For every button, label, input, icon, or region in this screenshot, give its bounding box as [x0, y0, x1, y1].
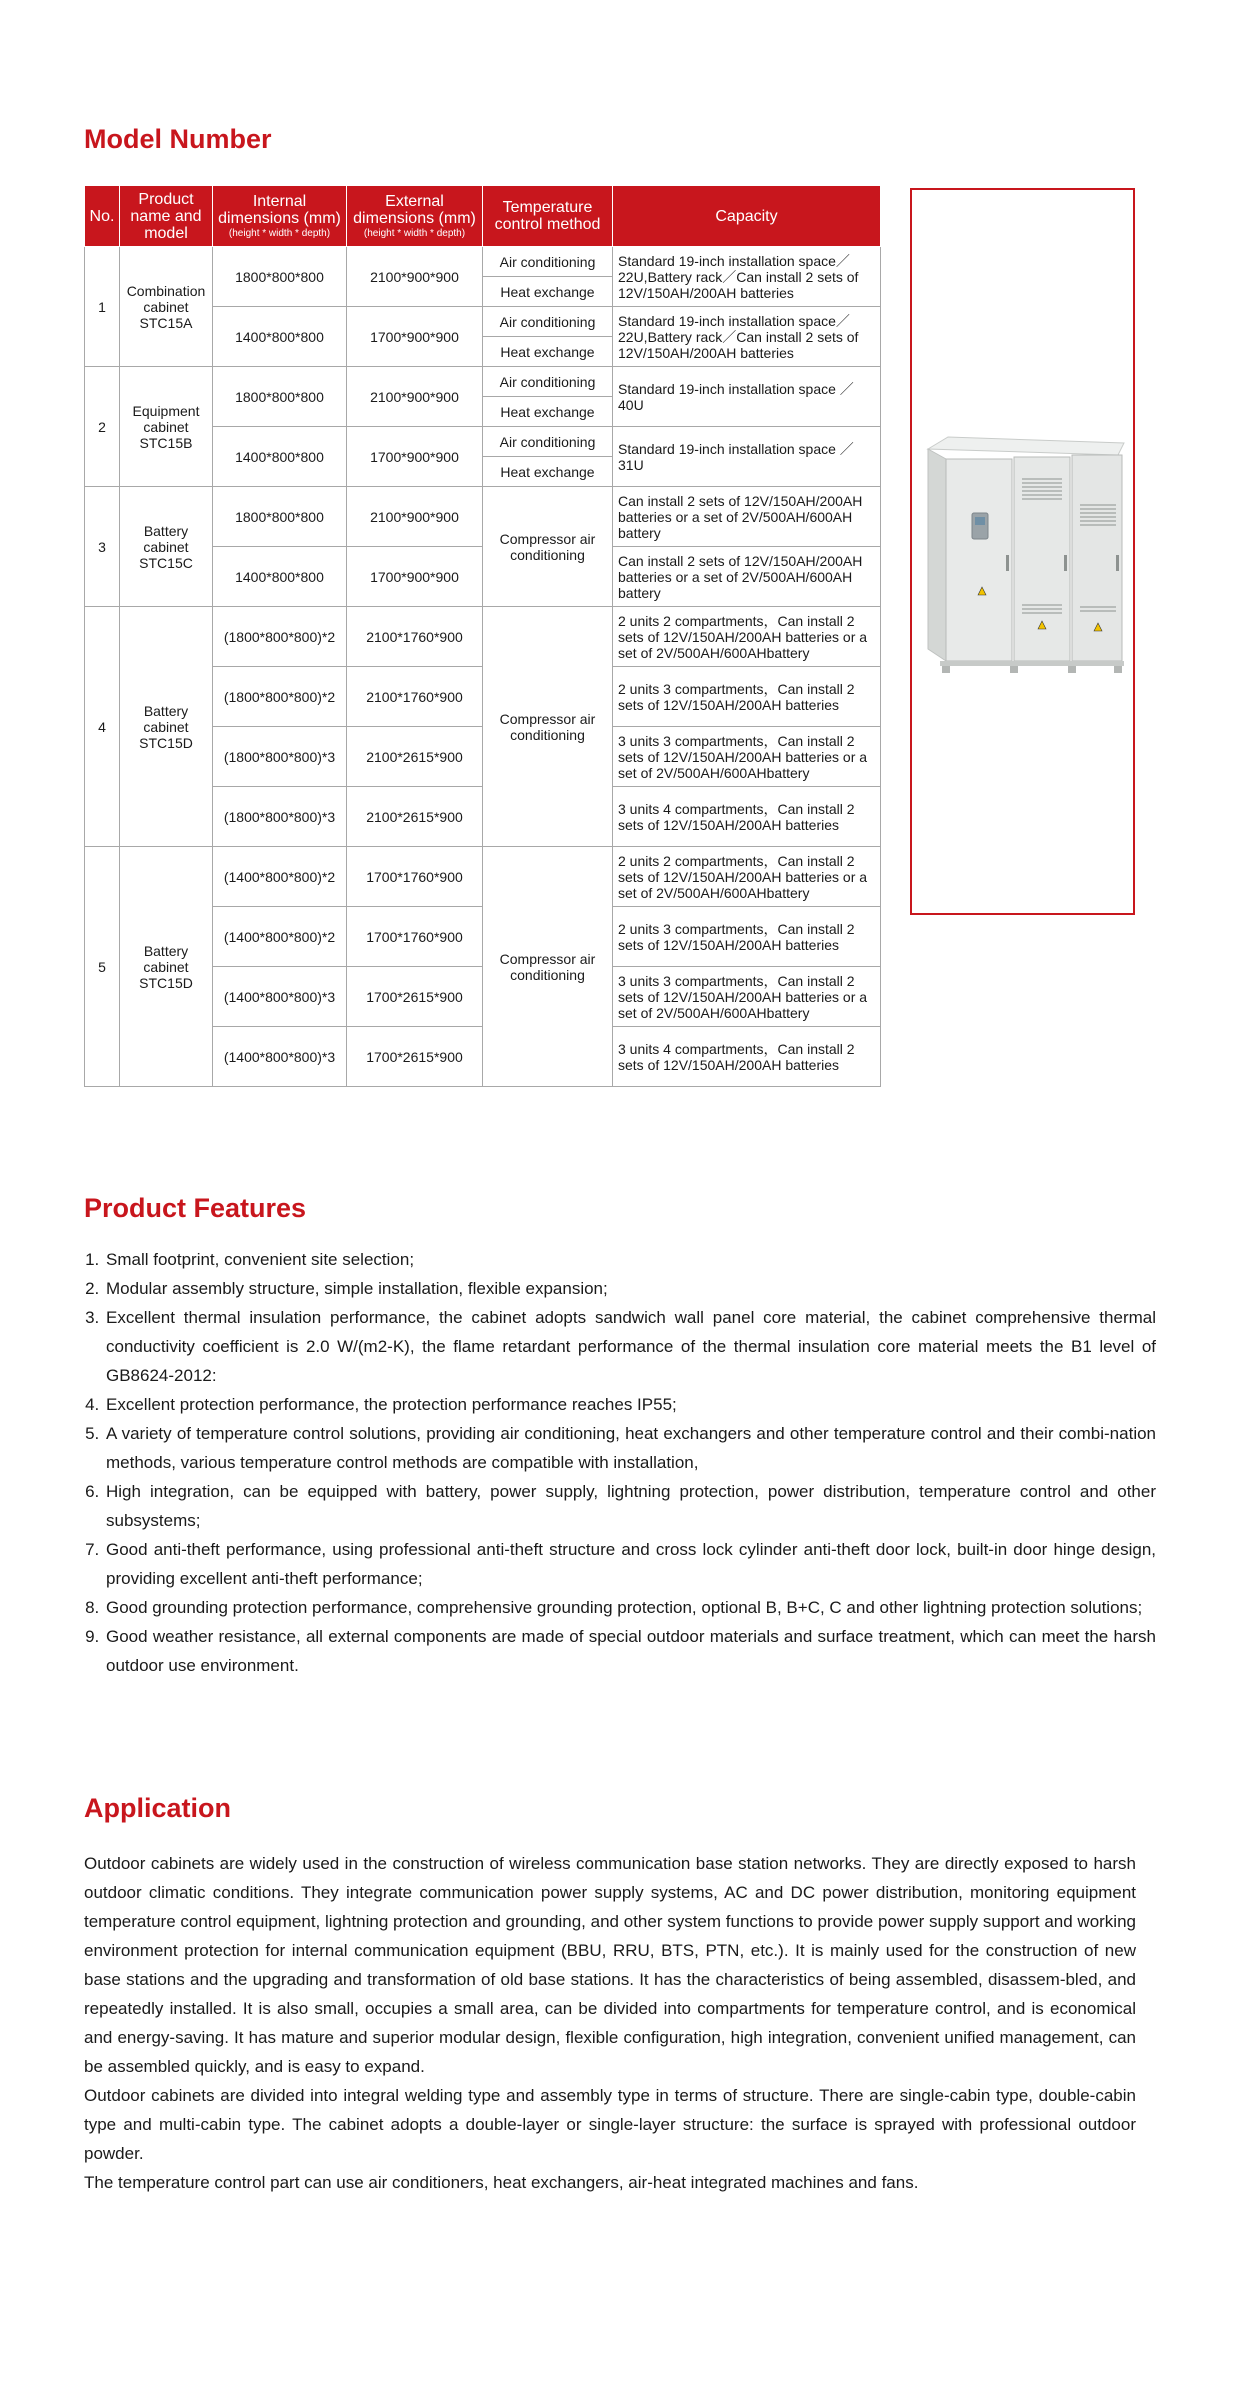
cell-external: 2100*1760*900 — [347, 607, 483, 667]
cell-product-name: Combination cabinet STC15A — [120, 247, 213, 367]
header-external-label: External dimensions (mm) — [353, 192, 476, 227]
cell-external: 1700*2615*900 — [347, 1027, 483, 1087]
list-item: 7. Good anti-theft performance, using professional anti-theft structure and cross lock cylinder anti-theft door lock, built-in door hinge design, providing excellent anti-theft performance; — [104, 1535, 1156, 1593]
features-list — [84, 1245, 1156, 1680]
cell-internal: (1400*800*800)*3 — [213, 1027, 347, 1087]
model-spec-table — [84, 185, 881, 1087]
cell-temp: Air conditioning — [483, 367, 613, 397]
list-item: 1. Small footprint, convenient site selection; — [104, 1245, 1156, 1274]
application-body — [84, 1849, 1136, 2197]
cell-temp: Heat exchange — [483, 337, 613, 367]
cell-product-name: Battery cabinet STC15D — [120, 607, 213, 847]
application-paragraph: The temperature control part can use air conditioners, heat exchangers, air-heat integrated machines and fans. — [84, 2173, 919, 2192]
table-header-row — [85, 186, 881, 247]
cell-product-name: Equipment cabinet STC15B — [120, 367, 213, 487]
cell-temp: Heat exchange — [483, 277, 613, 307]
header-no: No. — [85, 186, 120, 247]
header-name: Product name and model — [120, 186, 213, 247]
header-capacity: Capacity — [613, 186, 881, 247]
cell-no: 3 — [85, 487, 120, 607]
list-item: 8. Good grounding protection performance, comprehensive grounding protection, optional B, B+C, C and other lightning protection solutions; — [104, 1593, 1156, 1622]
table-row — [85, 487, 881, 547]
cell-external: 2100*1760*900 — [347, 667, 483, 727]
cell-external: 1700*900*900 — [347, 427, 483, 487]
cell-capacity: Standard 19-inch installation space ／31U — [613, 427, 881, 487]
cell-capacity: 3 units 3 compartments，Can install 2 sets of 12V/150AH/200AH batteries or a set of 2V/500AH/600AHbattery — [613, 967, 881, 1027]
outdoor-cabinet-image — [918, 435, 1128, 675]
cell-external: 1700*1760*900 — [347, 847, 483, 907]
cell-internal: (1400*800*800)*2 — [213, 907, 347, 967]
cell-external: 1700*1760*900 — [347, 907, 483, 967]
cell-product-name: Battery cabinet STC15C — [120, 487, 213, 607]
cell-capacity: 2 units 3 compartments，Can install 2 sets of 12V/150AH/200AH batteries — [613, 907, 881, 967]
table-row — [85, 847, 881, 907]
cell-capacity: 2 units 2 compartments，Can install 2 sets of 12V/150AH/200AH batteries or a set of 2V/500AH/600AHbattery — [613, 847, 881, 907]
cell-no: 1 — [85, 247, 120, 367]
cell-internal: (1800*800*800)*2 — [213, 607, 347, 667]
table-row — [85, 607, 881, 667]
cell-capacity: Can install 2 sets of 12V/150AH/200AH batteries or a set of 2V/500AH/600AH battery — [613, 487, 881, 547]
cell-internal: 1800*800*800 — [213, 367, 347, 427]
list-item: 4. Excellent protection performance, the protection performance reaches IP55; — [104, 1390, 1156, 1419]
cell-external: 1700*2615*900 — [347, 967, 483, 1027]
cell-product-name: Battery cabinet STC15D — [120, 847, 213, 1087]
header-external — [347, 186, 483, 247]
cell-external: 1700*900*900 — [347, 547, 483, 607]
cell-capacity: 3 units 4 compartments，Can install 2 sets of 12V/150AH/200AH batteries — [613, 787, 881, 847]
list-item: 9. Good weather resistance, all external components are made of special outdoor materials and surface treatment, which can meet the harsh outdoor use environment. — [104, 1622, 1156, 1680]
product-photo-frame — [910, 188, 1135, 915]
table-row — [85, 367, 881, 397]
header-internal-label: Internal dimensions (mm) — [218, 192, 341, 227]
product-features-title: Product Features — [84, 1193, 307, 1223]
list-item: 3. Excellent thermal insulation performance, the cabinet adopts sandwich wall panel core material, the cabinet comprehensive thermal conductivity coefficient is 2.0 W/(m2-K), the flame retardant performance of the thermal insulation core material meets the B1 level of GB8624-2012: — [104, 1303, 1156, 1390]
cell-internal: 1400*800*800 — [213, 307, 347, 367]
list-item: 6. High integration, can be equipped with battery, power supply, lightning protection, power distribution, temperature control and other subsystems; — [104, 1477, 1156, 1535]
header-external-sub: (height * width * depth) — [363, 227, 466, 239]
cell-capacity: Standard 19-inch installation space／22U,Battery rack／Can install 2 sets of 12V/150AH/200AH batteries — [613, 247, 881, 307]
application-paragraph: Outdoor cabinets are widely used in the construction of wireless communication base station networks. They are directly exposed to harsh outdoor climatic conditions. They integrate communication power supply systems, AC and DC power distribution, monitoring equipment temperature control equipment, lightning protection and grounding, and other system functions to provide power supply support and working environment protection for internal communication equipment (BBU, RRU, BTS, PTN, etc.). It is mainly used for the construction of new base stations and the upgrading and transformation of old base stations. It has the characteristics of being assembled, disassem-bled, and repeatedly installed. It is also small, occupies a small area, can be divided into compartments for temperature control, and is economical and energy-saving. It has mature and superior modular design, flexible configuration, high integration, convenient unified management, can be assembled quickly, and is easy to expand. — [84, 1854, 1136, 2076]
header-internal — [213, 186, 347, 247]
cell-temp: Compressor air conditioning — [483, 607, 613, 847]
cell-capacity: Can install 2 sets of 12V/150AH/200AH batteries or a set of 2V/500AH/600AH battery — [613, 547, 881, 607]
application-paragraph: Outdoor cabinets are divided into integral welding type and assembly type in terms of structure. There are single-cabin type, double-cabin type and multi-cabin type. The cabinet adopts a double-layer or single-layer structure: the surface is sprayed with professional outdoor powder. — [84, 2086, 1136, 2163]
cell-temp: Compressor air conditioning — [483, 487, 613, 607]
cell-internal: 1400*800*800 — [213, 547, 347, 607]
cell-external: 1700*900*900 — [347, 307, 483, 367]
list-item: 5. A variety of temperature control solutions, providing air conditioning, heat exchangers and other temperature control and their combi-nation methods, various temperature control methods are compatible with installation, — [104, 1419, 1156, 1477]
cell-internal: (1800*800*800)*3 — [213, 787, 347, 847]
cell-external: 2100*2615*900 — [347, 787, 483, 847]
cell-temp: Air conditioning — [483, 307, 613, 337]
cell-internal: (1400*800*800)*2 — [213, 847, 347, 907]
header-temperature: Temperature control method — [483, 186, 613, 247]
application-title: Application — [84, 1793, 231, 1823]
cell-internal: (1400*800*800)*3 — [213, 967, 347, 1027]
cell-no: 5 — [85, 847, 120, 1087]
cell-no: 4 — [85, 607, 120, 847]
list-item: 2. Modular assembly structure, simple installation, flexible expansion; — [104, 1274, 1156, 1303]
cell-temp: Heat exchange — [483, 457, 613, 487]
cell-capacity: 2 units 3 compartments，Can install 2 sets of 12V/150AH/200AH batteries — [613, 667, 881, 727]
cell-internal: 1800*800*800 — [213, 487, 347, 547]
cell-internal: (1800*800*800)*3 — [213, 727, 347, 787]
cell-internal: 1400*800*800 — [213, 427, 347, 487]
cell-temp: Heat exchange — [483, 397, 613, 427]
cell-temp: Compressor air conditioning — [483, 847, 613, 1087]
cell-external: 2100*2615*900 — [347, 727, 483, 787]
cell-external: 2100*900*900 — [347, 247, 483, 307]
header-internal-sub: (height * width * depth) — [228, 227, 331, 239]
cell-capacity: 2 units 2 compartments，Can install 2 sets of 12V/150AH/200AH batteries or a set of 2V/500AH/600AHbattery — [613, 607, 881, 667]
cell-temp: Air conditioning — [483, 247, 613, 277]
cell-internal: 1800*800*800 — [213, 247, 347, 307]
cell-capacity: Standard 19-inch installation space／22U,Battery rack／Can install 2 sets of 12V/150AH/200AH batteries — [613, 307, 881, 367]
cell-capacity: 3 units 4 compartments，Can install 2 sets of 12V/150AH/200AH batteries — [613, 1027, 881, 1087]
cell-no: 2 — [85, 367, 120, 487]
model-number-title: Model Number — [84, 124, 272, 154]
cell-external: 2100*900*900 — [347, 367, 483, 427]
table-row — [85, 247, 881, 277]
cell-external: 2100*900*900 — [347, 487, 483, 547]
cell-capacity: Standard 19-inch installation space ／40U — [613, 367, 881, 427]
cell-temp: Air conditioning — [483, 427, 613, 457]
cell-capacity: 3 units 3 compartments，Can install 2 sets of 12V/150AH/200AH batteries or a set of 2V/500AH/600AHbattery — [613, 727, 881, 787]
cell-internal: (1800*800*800)*2 — [213, 667, 347, 727]
